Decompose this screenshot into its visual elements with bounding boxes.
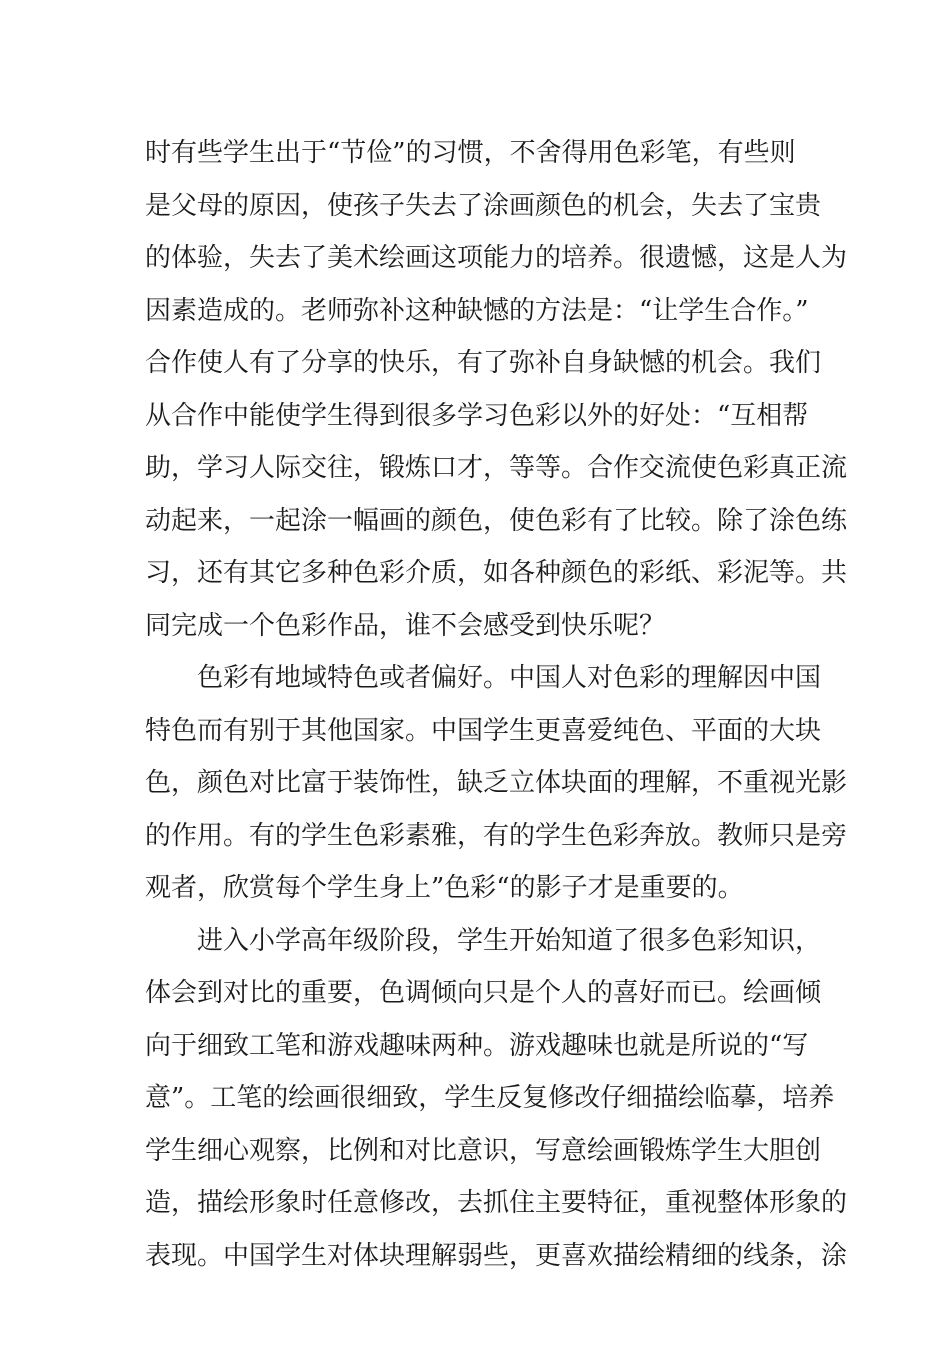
text-line: 意”。工笔的绘画很细致，学生反复修改仔细描绘临摹，培养 [145, 1083, 835, 1113]
text-line: 动起来，一起涂一幅画的颜色，使色彩有了比较。除了涂色练 [145, 505, 848, 536]
text-line: 特色而有别于其他国家。中国学生更喜爱纯色、平面的大块 [145, 715, 822, 746]
text-line: 学生细心观察，比例和对比意识，写意绘画锻炼学生大胆创 [145, 1135, 822, 1166]
paragraph-first-line: 进入小学高年级阶段，学生开始知道了很多色彩知识， [197, 925, 822, 956]
text-line: 合作使人有了分享的快乐，有了弥补自身缺憾的机会。我们 [145, 348, 822, 378]
text-line: 造，描绘形象时任意修改，去抓住主要特征，重视整体形象的 [145, 1188, 848, 1218]
text-line: 的作用。有的学生色彩素雅，有的学生色彩奔放。教师只是旁 [145, 820, 848, 851]
text-line: 同完成一个色彩作品，谁不会感受到快乐呢？ [145, 610, 666, 641]
text-line: 的体验，失去了美术绘画这项能力的培养。很遗憾，这是人为 [145, 243, 848, 273]
document-body [145, 127, 848, 1282]
text-line: 习，还有其它多种色彩介质，如各种颜色的彩纸、彩泥等。共 [145, 558, 848, 588]
text-line: 向于细致工笔和游戏趣味两种。游戏趣味也就是所说的“写 [145, 1030, 809, 1061]
text-line: 表现。中国学生对体块理解弱些，更喜欢描绘精细的线条，涂 [145, 1240, 848, 1271]
text-line: 是父母的原因，使孩子失去了涂画颜色的机会，失去了宝贵 [145, 190, 822, 221]
text-line: 从合作中能使学生得到很多学习色彩以外的好处：“互相帮 [145, 400, 809, 431]
text-line: 助，学习人际交往，锻炼口才，等等。合作交流使色彩真正流 [145, 453, 848, 483]
text-line: 观者，欣赏每个学生身上”色彩“的影子才是重要的。 [145, 873, 744, 903]
paragraph-first-line: 色彩有地域特色或者偏好。中国人对色彩的理解因中国 [197, 663, 822, 693]
text-line: 因素造成的。老师弥补这种缺憾的方法是：“让学生合作。” [145, 295, 809, 326]
text-line: 体会到对比的重要，色调倾向只是个人的喜好而已。绘画倾 [145, 978, 822, 1008]
text-line: 时有些学生出于“节俭”的习惯，不舍得用色彩笔，有些则 [145, 138, 796, 168]
text-line: 色，颜色对比富于装饰性，缺乏立体块面的理解，不重视光影 [145, 768, 848, 798]
